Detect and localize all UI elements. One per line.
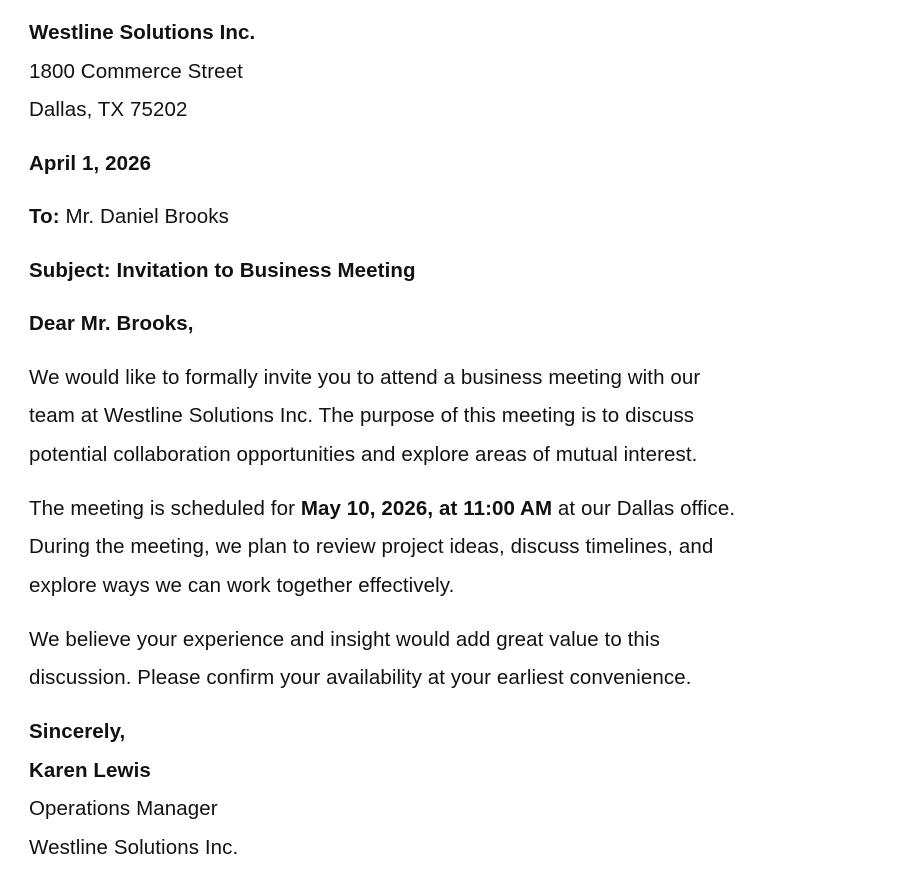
subject-line: Subject: Invitation to Business Meeting: [29, 258, 416, 282]
signer-name: Karen Lewis: [29, 758, 151, 782]
recipient-label: To:: [29, 205, 60, 228]
body-paragraph-1: [29, 359, 900, 475]
paragraph-line: [29, 490, 900, 529]
body-paragraph-3: [29, 621, 900, 698]
paragraph-line: explore ways we can work together effectively.: [29, 574, 455, 598]
recipient-name: Mr. Daniel Brooks: [65, 205, 229, 228]
sender-city: Dallas, TX 75202: [29, 98, 188, 121]
sender-block: [29, 14, 900, 130]
paragraph-line: discussion. Please confirm your availability at your earliest convenience.: [29, 666, 692, 690]
sender-company: Westline Solutions Inc.: [29, 21, 256, 44]
paragraph-line: We would like to formally invite you to attend a business meeting with our: [29, 365, 701, 389]
salutation: Dear Mr. Brooks,: [29, 312, 194, 335]
paragraph-line: team at Westline Solutions Inc. The purpose of this meeting is to discuss: [29, 404, 695, 428]
sign-off: Sincerely,: [29, 720, 126, 744]
paragraph-line: We believe your experience and insight would add great value to this: [29, 627, 660, 651]
sender-street: 1800 Commerce Street: [29, 59, 243, 83]
meeting-datetime: May 10, 2026, at 11:00 AM: [300, 496, 553, 520]
paragraph-line: potential collaboration opportunities and explore areas of mutual interest.: [29, 442, 698, 466]
signer-title: Operations Manager: [29, 797, 218, 821]
signer-company: Westline Solutions Inc.: [29, 835, 239, 859]
recipient-line: [29, 198, 900, 237]
meeting-location-text: at our Dallas office.: [552, 496, 736, 520]
body-paragraph-2: [29, 490, 900, 606]
letter-date: April 1, 2026: [29, 151, 152, 175]
paragraph-line: During the meeting, we plan to review project ideas, discuss timelines, and: [29, 535, 714, 559]
closing-block: [29, 713, 900, 867]
meeting-intro-text: The meeting is scheduled for: [29, 496, 301, 520]
